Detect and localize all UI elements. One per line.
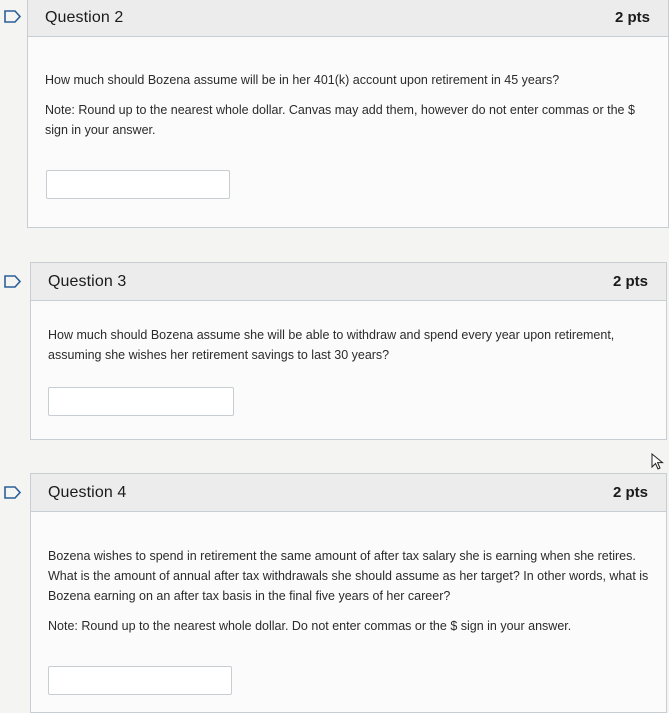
question-4-points: 2 pts (612, 484, 648, 501)
question-3-title: Question 3 (48, 272, 127, 290)
question-2-card (27, 0, 669, 228)
question-4-header (31, 474, 666, 512)
flag-question-4-icon[interactable] (4, 486, 22, 499)
question-2-note: Note: Round up to the nearest whole dollar. Canvas may add them, however do not enter commas or the $ sign in your answer. (45, 103, 635, 137)
question-4-card (30, 473, 667, 713)
question-3-text: How much should Bozena assume she will be able to withdraw and spend every year upon retirement, assuming she wishes her retirement savings to last 30 years? (48, 328, 615, 362)
question-2-title: Question 2 (45, 8, 124, 26)
mouse-pointer-icon (651, 453, 665, 476)
question-2-points: 2 pts (614, 9, 650, 26)
question-4-note: Note: Round up to the nearest whole dollar. Do not enter commas or the $ sign in your answer. (48, 619, 572, 633)
question-3-answer-input[interactable] (48, 387, 234, 416)
question-3-card (30, 262, 667, 440)
flag-question-2-icon[interactable] (4, 10, 22, 23)
question-2-answer-input[interactable] (46, 170, 230, 199)
question-2-text: How much should Bozena assume will be in her 401(k) account upon retirement in 45 years? (45, 73, 560, 87)
question-4-text: Bozena wishes to spend in retirement the same amount of after tax salary she is earning when she retires. What is the amount of annual after tax withdrawals she should assume as her target? In other words, what is Bozena earning on an after tax basis in the final five years of her career? (48, 549, 649, 603)
question-4-answer-input[interactable] (48, 666, 232, 695)
question-2-header (28, 0, 668, 37)
flag-question-3-icon[interactable] (4, 275, 22, 288)
question-3-points: 2 pts (612, 273, 648, 290)
question-4-title: Question 4 (48, 483, 127, 501)
question-3-header (31, 263, 666, 301)
